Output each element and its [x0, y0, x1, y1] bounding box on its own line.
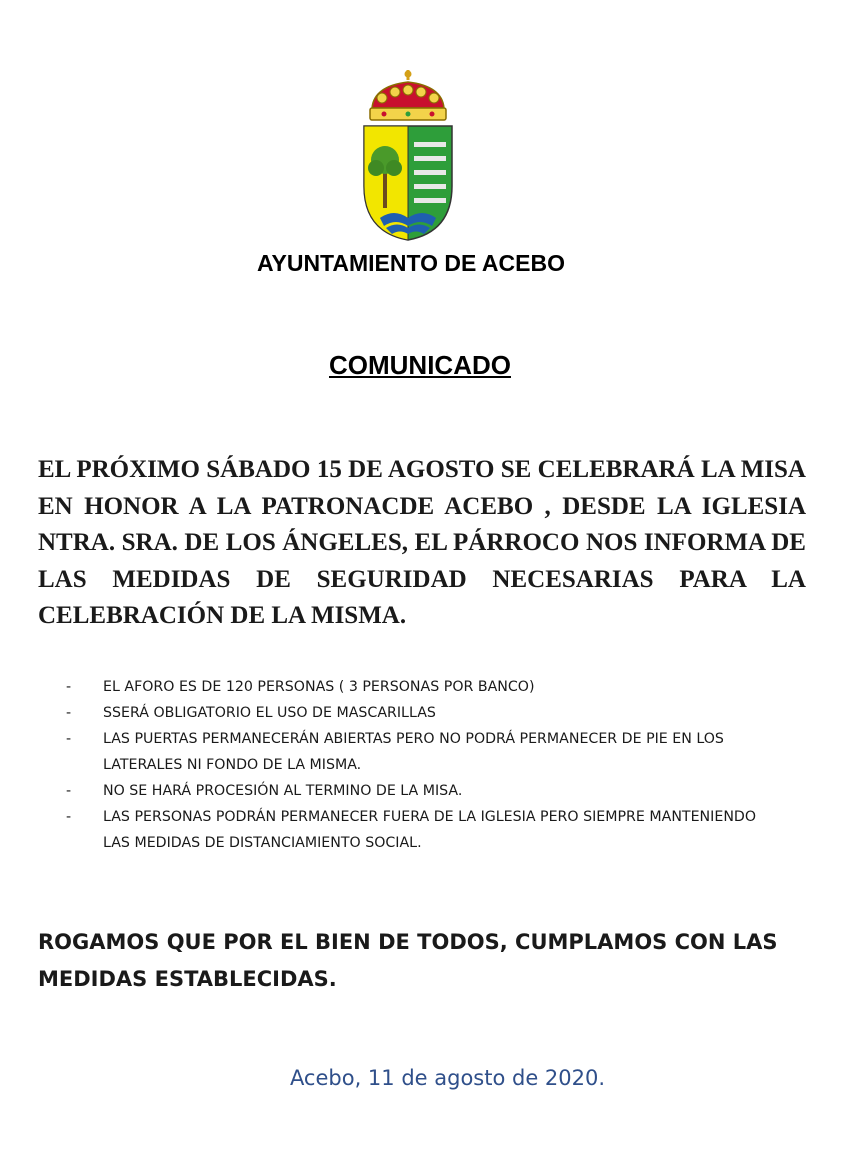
measures-list [66, 674, 786, 856]
coat-of-arms-icon [360, 68, 456, 244]
list-bullet: - [66, 809, 72, 825]
list-bullet: - [66, 705, 72, 721]
list-bullet: - [66, 783, 72, 799]
document-title: COMUNICADO [329, 350, 511, 380]
list-item [66, 804, 786, 856]
list-item [66, 726, 786, 778]
list-item [66, 700, 786, 726]
announcement-paragraph: EL PRÓXIMO SÁBADO 15 DE AGOSTO SE CELEBRARÁ LA MISA EN HONOR A LA PATRONACDE ACEBO , DESDE LA IGLESIA NTRA. SRA. DE LOS ÁNGELES, EL PÁRROCO NOS INFORMA DE LAS MEDIDAS DE SEGURIDAD NECESARIAS PARA LA CELEBRACIÓN DE LA MISMA. [38, 456, 806, 629]
closing-request: ROGAMOS QUE POR EL BIEN DE TODOS, CUMPLAMOS CON LAS MEDIDAS ESTABLECIDAS. [38, 930, 778, 991]
list-item-text: LAS PUERTAS PERMANECERÁN ABIERTAS PERO NO PODRÁ PERMANECER DE PIE EN LOS LATERALES NI FONDO DE LA MISMA. [103, 731, 724, 773]
list-item-text: NO SE HARÁ PROCESIÓN AL TERMINO DE LA MISA. [103, 783, 463, 799]
list-item [66, 778, 786, 804]
list-bullet: - [66, 731, 72, 747]
list-bullet: - [66, 679, 72, 695]
organization-name: AYUNTAMIENTO DE ACEBO [257, 250, 565, 276]
document-date: Acebo, 11 de agosto de 2020. [289, 1066, 606, 1090]
list-item [66, 674, 786, 700]
list-item-text: EL AFORO ES DE 120 PERSONAS ( 3 PERSONAS POR BANCO) [103, 679, 535, 695]
list-item-text: LAS PERSONAS PODRÁN PERMANECER FUERA DE LA IGLESIA PERO SIEMPRE MANTENIENDO LAS MEDIDAS DE DISTANCIAMIENTO SOCIAL. [103, 809, 757, 851]
list-item-text: SSERÁ OBLIGATORIO EL USO DE MASCARILLAS [103, 705, 436, 721]
